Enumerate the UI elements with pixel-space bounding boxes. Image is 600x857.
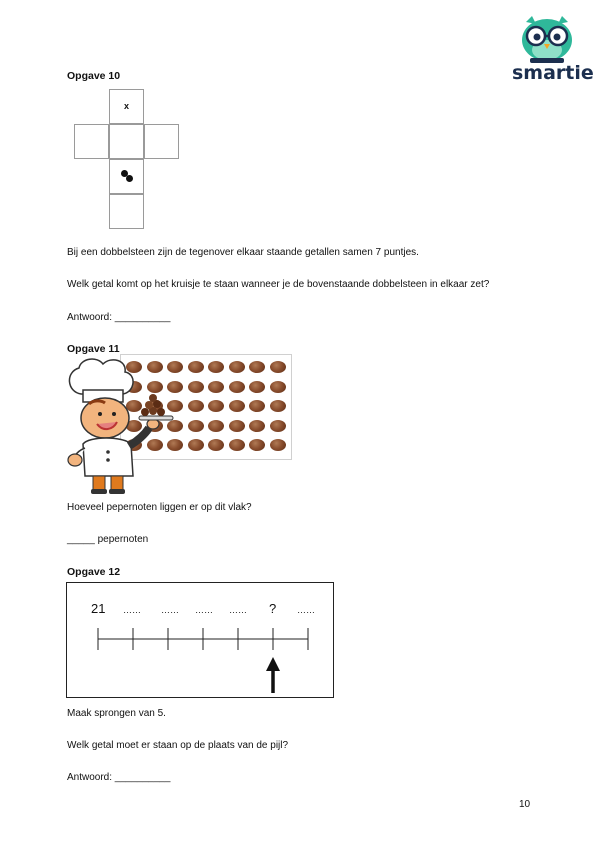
ex12-instruction: Maak sprongen van 5.	[67, 708, 166, 719]
number-line-label-4: ……	[229, 605, 247, 615]
net-face-left	[74, 124, 109, 159]
arrow-up-icon	[266, 657, 280, 693]
ex11-answer: _____ pepernoten	[67, 534, 149, 545]
ex12-answer: Antwoord: __________	[67, 772, 171, 783]
baker-illustration	[63, 356, 181, 496]
pepernoot	[188, 361, 204, 373]
pepernoot	[270, 361, 286, 373]
pepernoot	[188, 381, 204, 393]
number-line-label-3: ……	[195, 605, 213, 615]
number-line-label-1: ……	[123, 605, 141, 615]
pepernoot	[208, 400, 224, 412]
cross-mark: x	[124, 101, 130, 111]
pepernoot	[208, 420, 224, 432]
pepernoot	[208, 439, 224, 451]
logo	[512, 14, 594, 84]
pepernoot	[249, 420, 265, 432]
number-line-label-5: ?	[269, 601, 277, 616]
owl-logo-icon	[512, 14, 582, 64]
pepernoot	[229, 420, 245, 432]
pepernoot	[188, 439, 204, 451]
pepernoot	[249, 400, 265, 412]
pepernoot	[188, 400, 204, 412]
pepernoot	[249, 439, 265, 451]
number-line-frame	[66, 582, 334, 698]
ex10-statement: Bij een dobbelsteen zijn de tegenover elkaar staande getallen samen 7 puntjes.	[67, 247, 419, 258]
pepernoot	[270, 439, 286, 451]
baker-icon	[63, 356, 181, 496]
pepernoot	[208, 381, 224, 393]
number-line	[67, 583, 333, 697]
net-face-center	[109, 124, 144, 159]
ex10-heading: Opgave 10	[67, 70, 121, 82]
ex11-heading: Opgave 11	[67, 343, 120, 355]
net-face-bottom	[109, 194, 144, 229]
pip	[126, 175, 133, 182]
ex11-question: Hoeveel pepernoten liggen er op dit vlak?	[67, 502, 252, 513]
pepernoot	[229, 400, 245, 412]
pepernoot	[270, 420, 286, 432]
pepernoot	[208, 361, 224, 373]
ex10-question: Welk getal komt op het kruisje te staan wanneer je de bovenstaande dobbelsteen in elkaar zet?	[67, 279, 490, 290]
number-line-label-0: 21	[91, 601, 106, 616]
pepernoot	[229, 439, 245, 451]
number-line-label-6: ……	[297, 605, 315, 615]
pepernoot	[229, 361, 245, 373]
ex12-question: Welk getal moet er staan op de plaats van de pijl?	[67, 740, 289, 751]
die-net	[74, 89, 180, 231]
pepernoot	[229, 381, 245, 393]
pepernoot	[270, 400, 286, 412]
number-line-label-2: ……	[161, 605, 179, 615]
ex12-heading: Opgave 12	[67, 566, 121, 578]
net-face-two-dots	[109, 159, 144, 194]
pepernoot	[249, 381, 265, 393]
logo-text: smartie	[512, 62, 594, 84]
page-number: 10	[519, 799, 531, 810]
pepernoot	[270, 381, 286, 393]
pepernoot	[249, 361, 265, 373]
pepernoot	[188, 420, 204, 432]
net-face-top	[109, 89, 144, 124]
ex10-answer: Antwoord: __________	[67, 312, 171, 323]
net-face-right	[144, 124, 179, 159]
